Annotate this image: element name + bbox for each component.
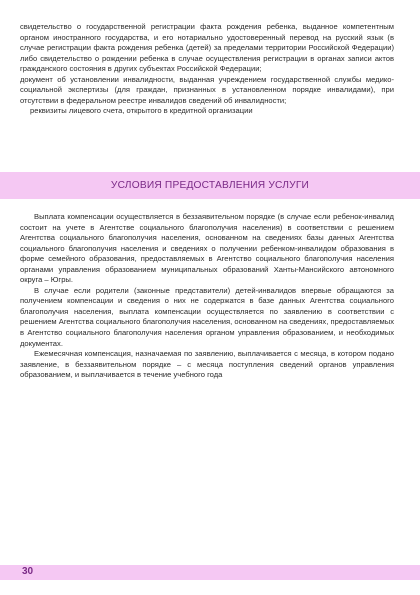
page-footer-band: [0, 565, 420, 580]
body-paragraph: Ежемесячная компенсация, назначаемая по заявлению, выплачивается с месяца, в котором подано заявление, в беззаявительном порядке – с месяца поступления сведений органов управления образованием, и выплачивается в течение учебного года: [20, 349, 394, 380]
documents-list-continued: [20, 22, 394, 117]
document-item-disability-certificate: документ об установлении инвалидности, выданная учреждением государственной службы медико-социальной экспертизы (для граждан, признанных в установленном порядке инвалидами), при отсутствии в федеральном реестре инвалидов сведений об инвалидности;: [20, 74, 394, 105]
page-number: 30: [22, 566, 34, 577]
section-body: [20, 212, 394, 381]
section-title: УСЛОВИЯ ПРЕДОСТАВЛЕНИЯ УСЛУГИ: [110, 180, 310, 191]
body-paragraph: В случае если родители (законные представители) детей-инвалидов впервые обращаются за получением компенсации и сведения о них не содержатся в базе данных Агентства социального благополучия населения, выплата компенсации осуществляется по заявлению в соответствии с решением Агентства социального благополучия населения, основанном на сведениях, предоставляемых в Агентство социального благополучия населения органом управления образованием, и необходимых документах.: [20, 285, 395, 348]
section-header-band: [0, 172, 420, 199]
document-item-bank-details: реквизиты лицевого счета, открытого в кредитной организации: [30, 106, 253, 116]
document-item-birth-certificate: свидетельство о государственной регистрации факта рождения ребенка, выданное компетентным органом иностранного государства, и его нотариально удостоверенный перевод на русский язык (в случае регистрации факта рождения ребенка (детей) за пределами территории Российской Федерации) либо свидетельство о рождении ребенка в случае осуществления регистрации в органах записи актов гражданского состояния в других субъектах Российской Федерации;: [20, 22, 394, 74]
body-paragraph: Выплата компенсации осуществляется в беззаявительном порядке (в случае если ребенок-инвалид состоит на учете в Агентстве социального благополучия населения) в соответствии с решением Агентства социального благополучия населения, основанном на сведениях базы данных Агентства социального благополучия населения и сведениях о получении ребенком-инвалидом образования в форме семейного образования, предоставляемых в Агентство социального благополучия населения органами управления образованием муниципальных образований Ханты-Мансийского автономного округа – Югры.: [20, 212, 394, 285]
